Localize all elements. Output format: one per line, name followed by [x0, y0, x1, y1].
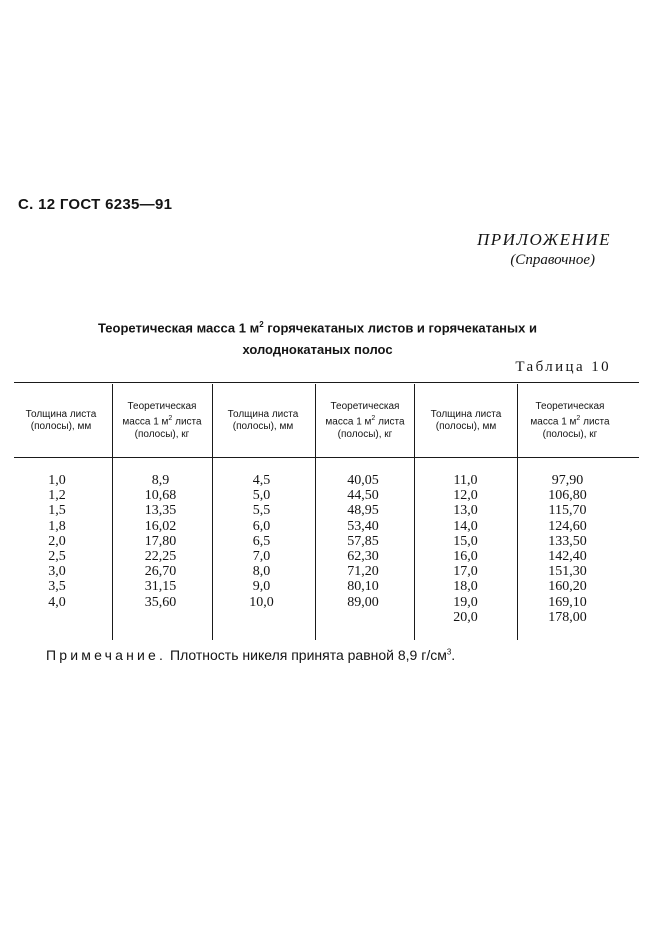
table-cell: 10,0	[249, 594, 274, 610]
header-mass-text-start: Теоретическая масса 1 м	[325, 401, 400, 428]
header-thickness-text: Толщина листа (полосы), мм	[25, 409, 97, 432]
table-cell: 19,0	[453, 594, 478, 610]
table-cell: 151,30	[548, 564, 587, 580]
header-mass-text	[522, 401, 618, 440]
table-cell: 17,0	[453, 564, 478, 580]
table-cell: 22,25	[144, 549, 177, 565]
table-header-rule	[14, 457, 639, 458]
header-thickness-text: Толщина листа (полосы), мм	[430, 409, 502, 432]
header-mass-superscript: 2	[576, 415, 581, 423]
table-cell: 3,5	[48, 579, 66, 595]
table-cell: 1,2	[48, 488, 66, 504]
table-cell: 1,8	[48, 518, 66, 534]
mass-column	[114, 473, 207, 610]
column-divider	[315, 384, 316, 640]
table-cell: 133,50	[548, 533, 587, 549]
header-thickness	[218, 386, 308, 456]
header-mass	[319, 386, 411, 456]
table-cell: 13,0	[453, 503, 478, 519]
table-cell: 11,0	[453, 473, 478, 488]
note-superscript: 3	[446, 647, 452, 657]
table-cell: 9,0	[252, 579, 271, 595]
thickness-column	[14, 473, 100, 610]
title-superscript: 2	[259, 320, 264, 329]
table-cell: 4,5	[252, 473, 271, 488]
table-cell: 8,9	[151, 473, 170, 488]
table-cell: 13,35	[144, 503, 177, 519]
table-cell: 53,40	[347, 518, 379, 534]
table-cell: 5,5	[252, 503, 271, 519]
header-mass-text-end: листа (полосы), кг	[337, 416, 405, 440]
mass-column	[318, 473, 408, 610]
table-cell: 35,60	[144, 594, 177, 610]
header-mass	[522, 386, 618, 456]
table-cell: 18,0	[453, 579, 478, 595]
table-cell: 1,5	[48, 503, 66, 519]
table-cell: 6,5	[252, 533, 271, 549]
table-cell: 26,70	[144, 564, 177, 580]
header-mass-superscript: 2	[168, 415, 173, 423]
header-thickness	[18, 386, 104, 456]
table-cell: 142,40	[548, 549, 587, 565]
table-cell: 169,10	[548, 594, 587, 610]
column-divider	[414, 384, 415, 640]
table-cell: 44,50	[347, 488, 379, 504]
table-cell: 16,0	[453, 549, 478, 565]
table-cell: 97,90	[551, 473, 584, 488]
table-cell: 3,0	[48, 564, 66, 580]
title-line-1	[40, 314, 595, 339]
table-cell: 115,70	[548, 503, 587, 519]
column-divider	[517, 384, 518, 640]
table-cell: 2,0	[48, 533, 66, 549]
table-cell: 48,95	[347, 503, 379, 519]
header-thickness-text: Толщина листа (полосы), мм	[227, 409, 299, 432]
note-text: Плотность никеля принята равной 8,9 г/см	[166, 647, 447, 663]
table-cell: 80,10	[347, 579, 379, 595]
note-label: Примечание.	[46, 647, 167, 663]
header-mass-superscript: 2	[371, 415, 376, 423]
mass-column	[520, 473, 615, 625]
table-top-rule	[14, 382, 639, 383]
table-cell: 5,0	[252, 488, 271, 504]
table-cell: 40,05	[347, 473, 379, 488]
table-cell: 15,0	[453, 533, 478, 549]
title-line-2: холоднокатаных полос	[242, 342, 393, 358]
header-mass-text	[116, 401, 208, 440]
thickness-column	[418, 473, 513, 625]
table-cell: 17,80	[144, 533, 177, 549]
header-mass-text-end: листа (полосы), кг	[134, 416, 202, 440]
table-cell: 62,30	[347, 549, 379, 565]
table-cell: 124,60	[548, 518, 587, 534]
table-cell: 20,0	[453, 609, 478, 625]
appendix-title: ПРИЛОЖЕНИЕ	[477, 230, 611, 249]
table-cell: 14,0	[453, 518, 478, 534]
table-cell: 160,20	[548, 579, 587, 595]
table-cell: 57,85	[347, 533, 379, 549]
header-mass-text-start: Теоретическая масса 1 м	[122, 401, 197, 428]
table-cell: 4,0	[48, 594, 66, 610]
header-mass-text	[319, 401, 411, 440]
table-cell: 12,0	[453, 488, 478, 504]
column-divider	[212, 384, 213, 640]
table-cell: 8,0	[252, 564, 271, 580]
table-number: Таблица 10	[515, 359, 611, 375]
footnote	[46, 647, 455, 663]
page-header: С. 12 ГОСТ 6235—91	[18, 196, 173, 213]
table-cell: 6,0	[252, 518, 271, 534]
header-mass-text-end: листа (полосы), кг	[542, 416, 610, 440]
header-mass	[116, 386, 208, 456]
table-cell: 89,00	[347, 594, 379, 610]
table-cell: 106,80	[548, 488, 587, 504]
column-divider	[112, 384, 113, 640]
table-cell: 1,0	[48, 473, 66, 488]
document-title	[40, 314, 595, 361]
table-cell: 31,15	[144, 579, 177, 595]
thickness-column	[214, 473, 309, 610]
table-cell: 2,5	[48, 549, 66, 565]
table-cell: 71,20	[347, 564, 379, 580]
appendix-subtitle: (Справочное)	[510, 252, 595, 268]
note-end: .	[451, 647, 456, 663]
title-line-1-end: горячекатаных листов и горячекатаных и	[263, 320, 537, 336]
table-cell: 178,00	[548, 609, 587, 625]
table-cell: 16,02	[144, 518, 177, 534]
header-thickness	[420, 386, 512, 456]
table-cell: 7,0	[252, 549, 271, 565]
header-mass-text-start: Теоретическая масса 1 м	[530, 401, 605, 428]
table-cell: 10,68	[144, 488, 177, 504]
title-line-1-start: Теоретическая масса 1 м	[98, 320, 260, 336]
